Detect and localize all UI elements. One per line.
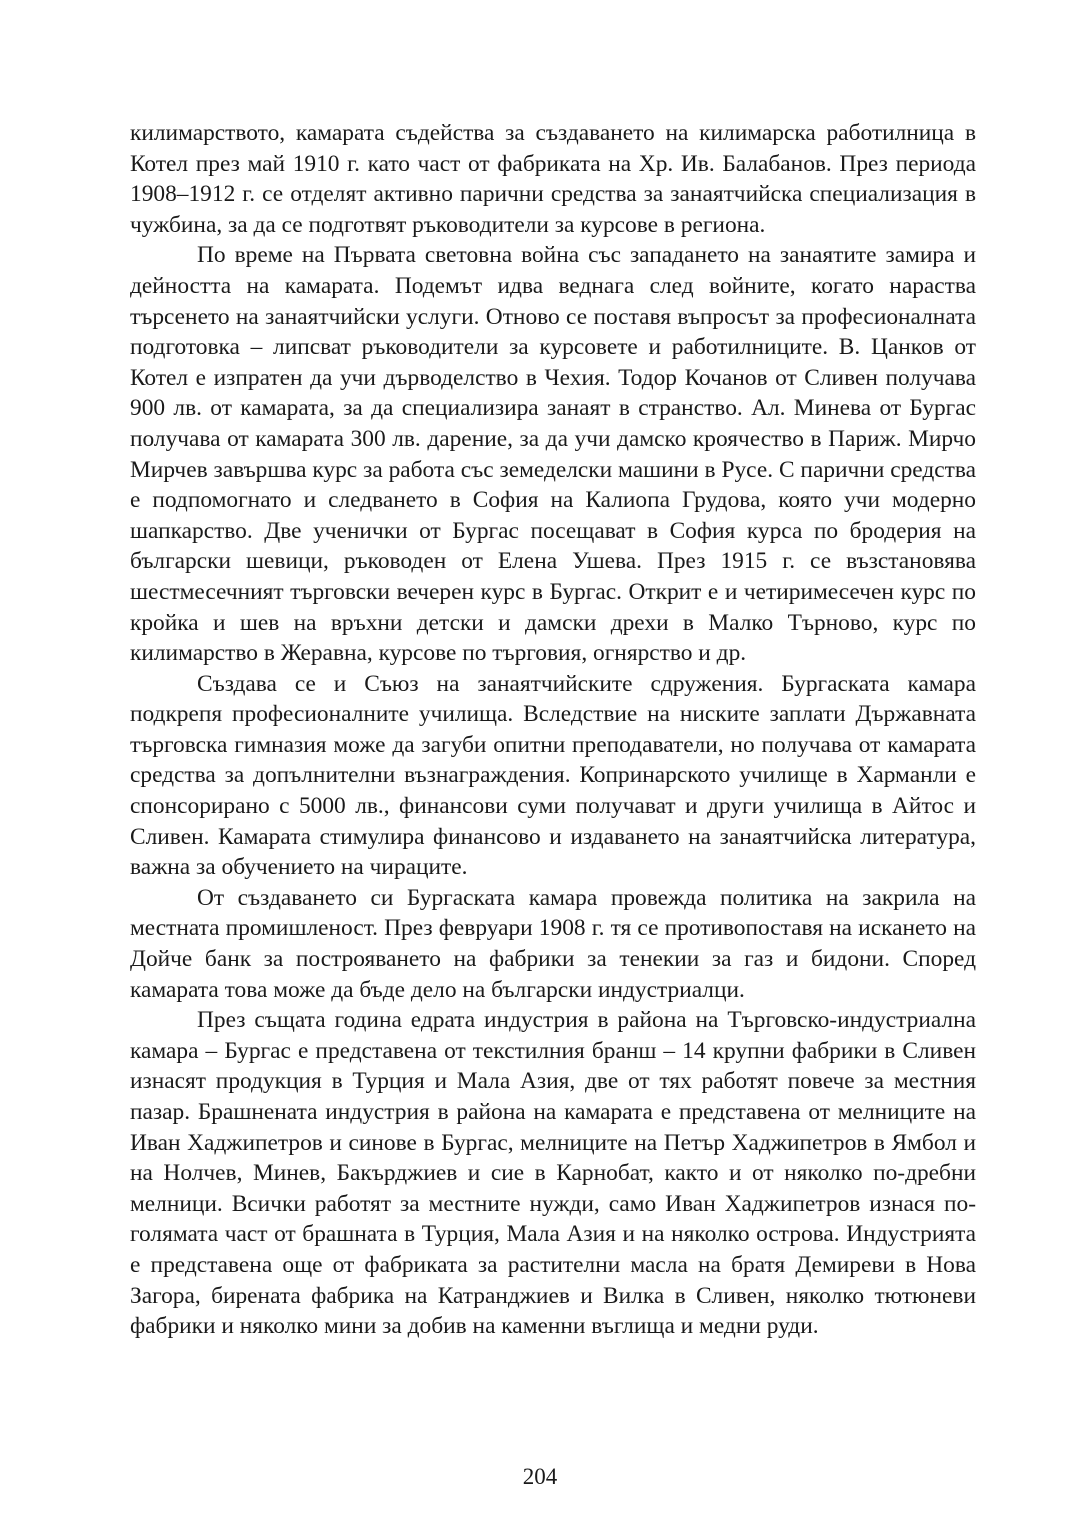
page-number: 204 (522, 1464, 558, 1489)
page-body (130, 118, 976, 1342)
paragraph-large-industry: През същата година едрата индустрия в района на Търговско-индустриална камара – Бургас е представена от текстилния бранш – 14 крупни фабрики в Сливен изнасят продукция в Турция и Мала Азия, две от тях работят повече за местния пазар. Брашнената индустрия в района на камарата е представена от мелниците на Иван Хаджипетров и синове в Бургас, мелниците на Петър Хаджипетров в Ямбол и на Нолчев, Минев, Бакърджиев и сие в Карнобат, както и от няколко по-дребни мелници. Всички работят за местните нужди, само Иван Хаджипетров изнася по-голямата част от брашната в Турция, Мала Азия и на няколко острова. Индустрията е представена още от фабриката за растителни масла на братя Демиреви в Нова Загора, бирената фабрика на Катранджиев и Вилка в Сливен, няколко тютюневи фабрики и няколко мини за добив на каменни въглища и медни руди. (130, 1007, 976, 1340)
paragraph-local-industry: От създаването си Бургаската камара провежда политика на закрила на местната промишленост. През февруари 1908 г. тя се противопоставя на искането на Дойче банк за построяването на фабрики за тенекии за газ и бидони. Според камарата това може да бъде дело на български индустриалци. (130, 884, 976, 1003)
paragraph-craft-union: Създава се и Съюз на занаятчийските сдружения. Бургаската камара подкрепя професионалните училища. Вследствие на ниските заплати Държавната търговска гимназия може да загуби опитни преподаватели, но получава от камарата средства за допълнителни възнаграждения. Копринарското училище в Харманли е спонсорирано с 5000 лв., финансови суми получават и други училища в Айтос и Сливен. Камарата стимулира финансово и издаването на занаятчийска литература, важна за обучението на чираците. (130, 670, 976, 881)
paragraph-continuation: килимарството, камарата съдейства за създаването на килимарска работилница в Котел през май 1910 г. като част от фабриката на Хр. Ив. Балабанов. През периода 1908–1912 г. се отделят активно парични средства за занаятчийска специализация в чужбина, за да се подготвят ръководители за курсове в региона. (130, 120, 976, 238)
paragraph-world-war: По време на Първата световна война със западането на занаятите замира и дейността на камарата. Подемът идва веднага след войните, когато нараства търсенето на занаятчийски услуги. Отново се поставя въпросът за професионалната подготовка – липсват ръководители за курсовете и работилниците. В. Цанков от Котел е изпратен да учи дърводелство в Чехия. Тодор Кочанов от Сливен получава 900 лв. от камарата, за да специализира занаят в странство. Ал. Минева от Бургас получава от камарата 300 лв. дарение, за да учи дамско кроячество в Париж. Мирчо Мирчев завършва курс за работа със земеделски машини в Русе. С парични средства е подпомогнато и следването в София на Калиопа Грудова, която учи модерно шапкарство. Две ученички от Бургас посещават в София курса по бродерия на български шевици, ръководен от Елена Ушева. През 1915 г. се възстановява шестмесечният търговски вечерен курс в Бургас. Открит е и четиримесечен курс по кройка и шев на връхни детски и дамски дрехи в Малко Търново, курс по килимарство в Жеравна, курсове по търговия, огнярство и др. (130, 242, 976, 667)
